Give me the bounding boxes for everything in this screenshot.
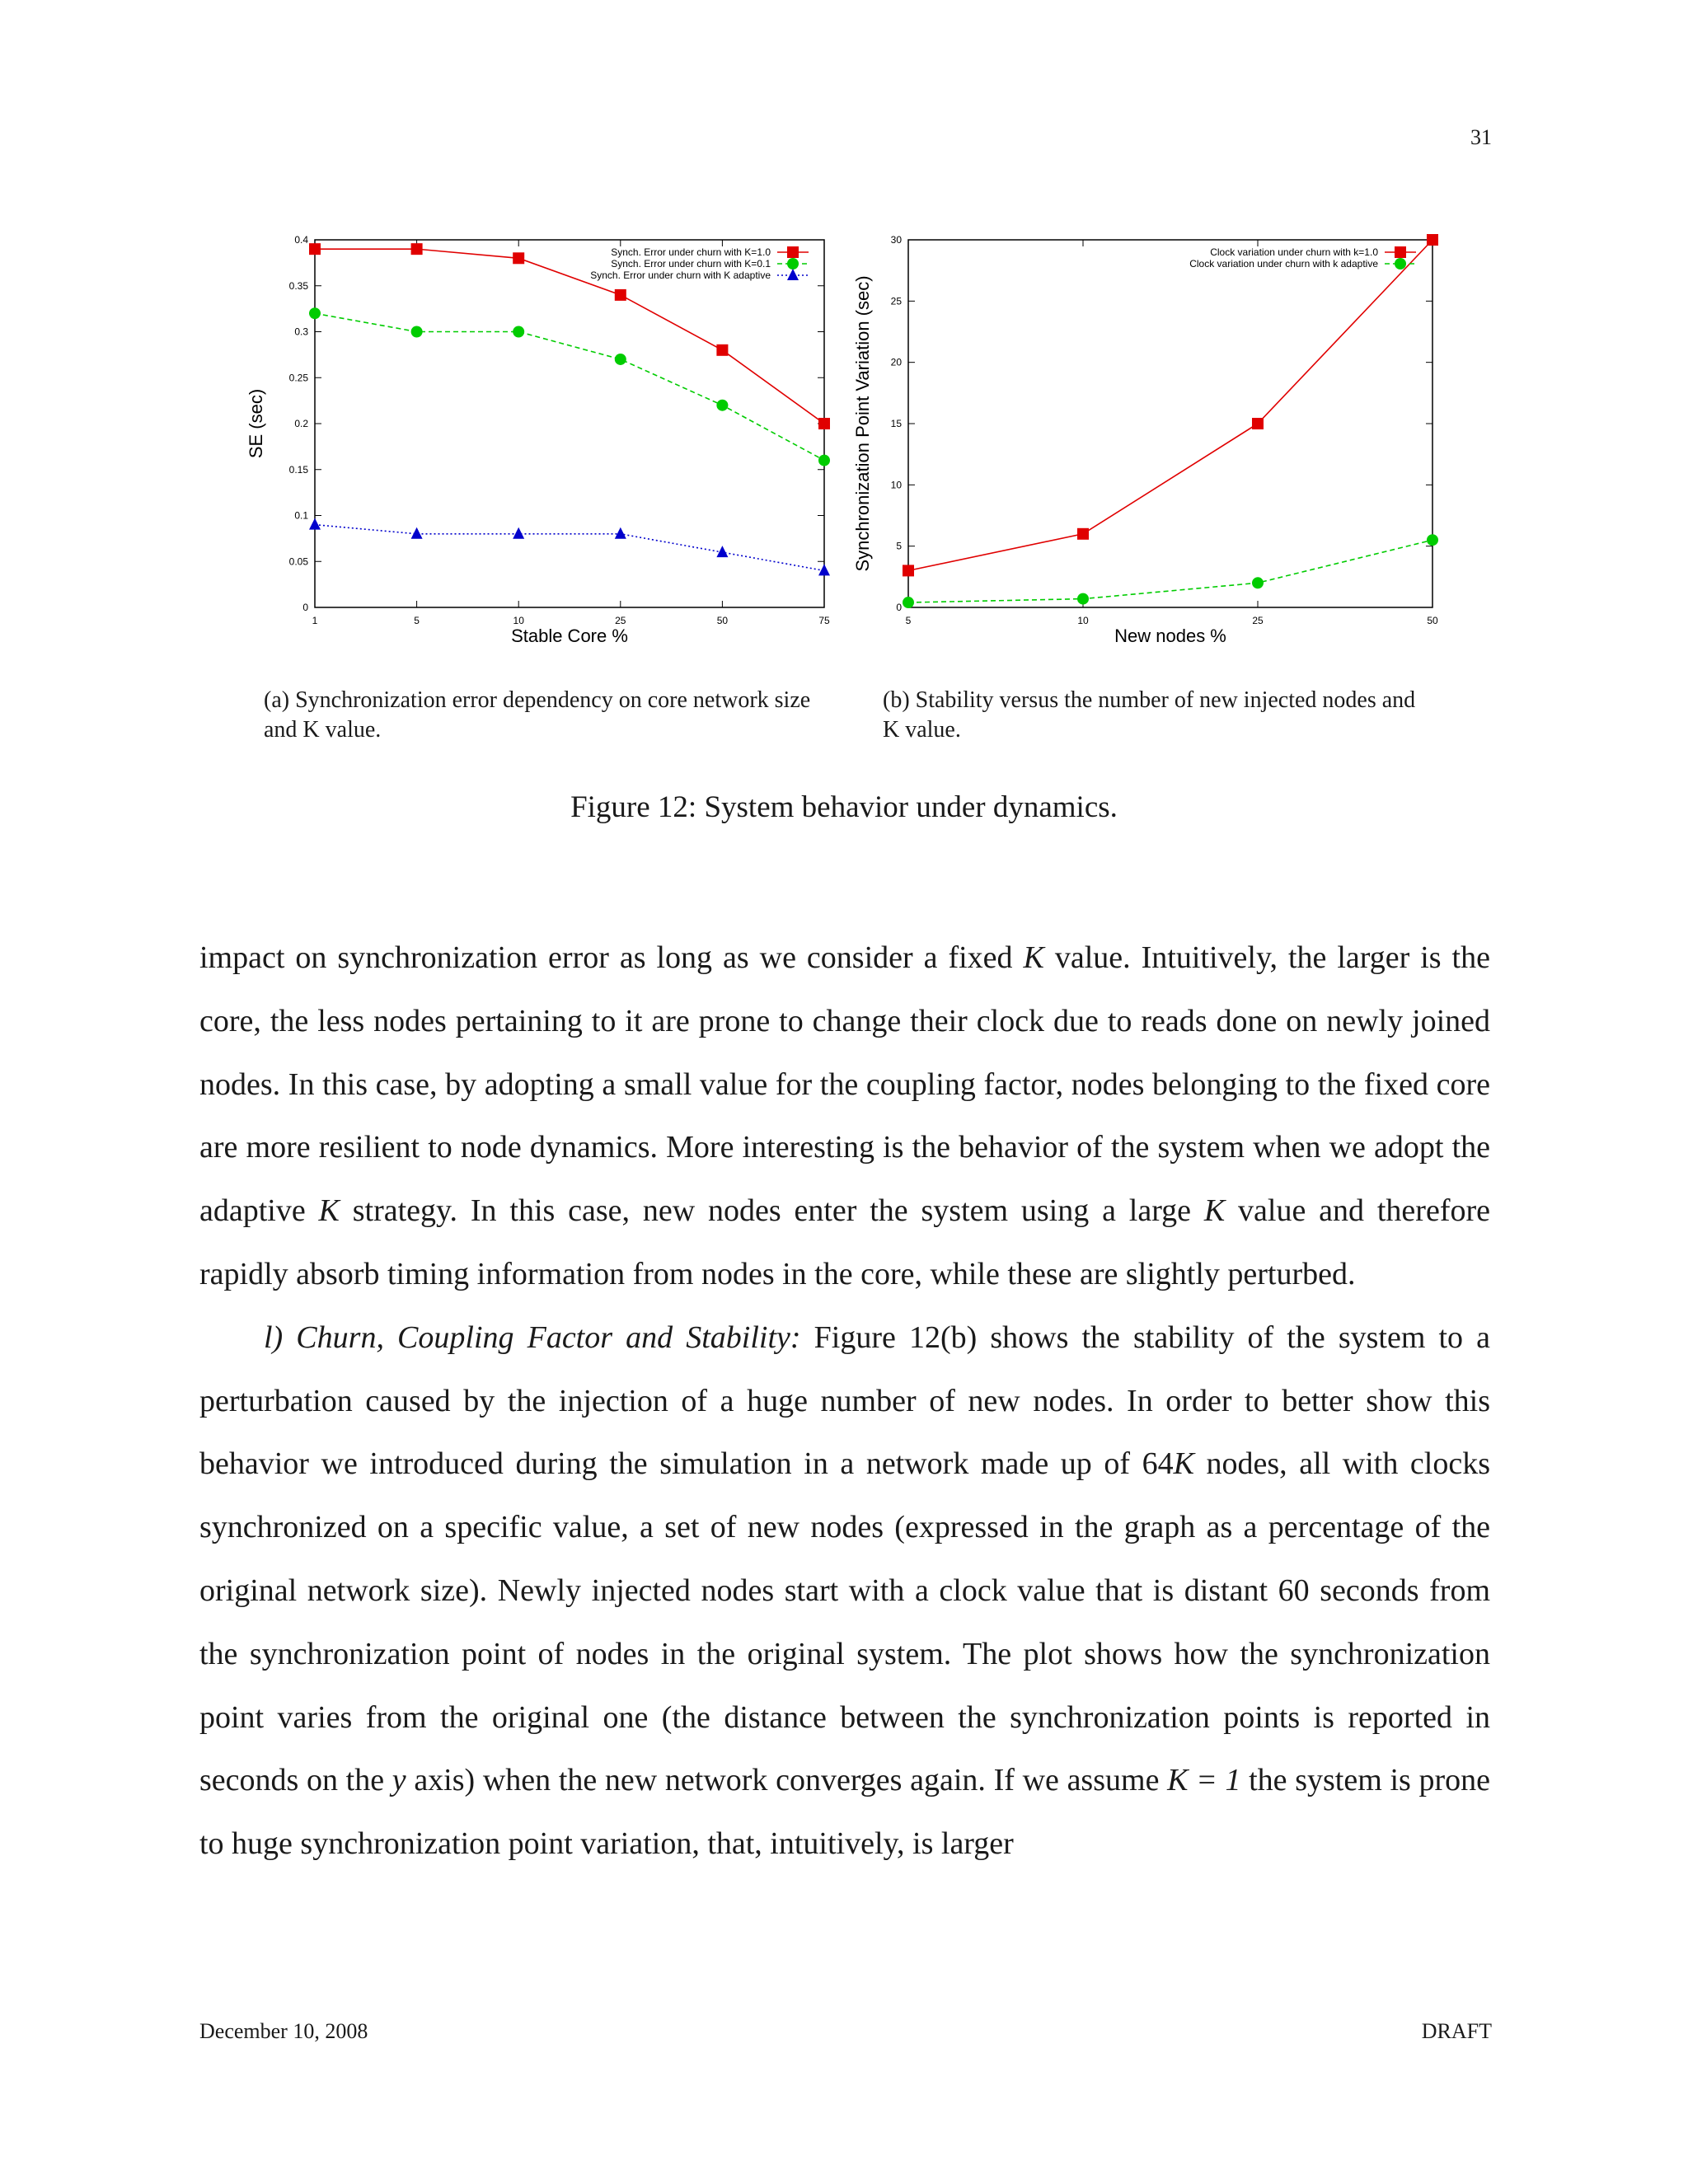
chart-a-series-0-point xyxy=(309,243,321,255)
chart-a-series-0-point xyxy=(615,289,626,301)
chart-a-series-2-point xyxy=(818,564,830,575)
chart-a-svg xyxy=(239,227,849,656)
chart-a-series-0-point xyxy=(818,418,830,429)
chart-a-series-1-point xyxy=(818,455,830,466)
chart-a-ytick-label: 0.15 xyxy=(288,463,308,476)
chart-b-ytick-label: 5 xyxy=(896,540,902,552)
page-number: 31 xyxy=(1470,125,1492,149)
chart-a-ytick-label: 0.2 xyxy=(294,418,308,429)
chart-b-series-0-point xyxy=(1252,418,1264,429)
chart-a-ytick-label: 0.05 xyxy=(288,555,308,568)
paragraph-1: impact on synchronization error as long as we consider a fixed K value. Intuitively, the larger is the core, the less nodes pertaining to it are prone to change their clock due to reads done on newly joined nodes. In this case, by adopting a small value for the coupling factor, nodes belonging to the fixed core are more resilient to node dynamics. More interesting is the behavior of the system when we adopt the adaptive K strategy. In this case, new nodes enter the system using a large K value and therefore rapidly absorb timing information from nodes in the core, while these are slightly perturbed. xyxy=(199,940,1490,1291)
chart-a-ytick-label: 0.1 xyxy=(294,509,308,522)
chart-a xyxy=(239,227,849,656)
chart-b-series-0-point xyxy=(1427,234,1438,246)
chart-b-xtick-label: 10 xyxy=(1077,615,1089,626)
chart-a-series-2-point xyxy=(309,518,321,530)
chart-a-legend-label: Synch. Error under churn with K=0.1 xyxy=(611,258,771,269)
chart-a-series-0-point xyxy=(716,344,728,356)
chart-a-xlabel: Stable Core % xyxy=(511,626,628,646)
chart-a-series-1-point xyxy=(513,326,524,338)
chart-b-series-1-point xyxy=(1252,577,1264,588)
chart-b-series-0-point xyxy=(903,565,914,576)
chart-a-series-0-point xyxy=(411,243,423,255)
chart-b-series-1-point xyxy=(903,597,914,608)
chart-a-series-2-line xyxy=(315,525,824,571)
chart-a-legend-marker xyxy=(787,258,799,269)
chart-b xyxy=(849,227,1451,656)
chart-b-xlabel: New nodes % xyxy=(1114,626,1226,646)
chart-a-xtick-label: 10 xyxy=(513,615,524,626)
chart-a-xtick-label: 25 xyxy=(615,615,626,626)
chart-a-xtick-label: 1 xyxy=(312,615,318,626)
chart-a-series-1-point xyxy=(309,307,321,319)
chart-a-xtick-label: 75 xyxy=(818,615,830,626)
chart-b-svg xyxy=(849,227,1451,656)
chart-b-ytick-label: 30 xyxy=(890,234,902,246)
chart-a-ytick-label: 0 xyxy=(302,602,308,613)
chart-a-series-0-point xyxy=(513,252,524,264)
chart-b-series-0-point xyxy=(1077,528,1089,540)
chart-b-ylabel: Synchronization Point Variation (sec) xyxy=(852,275,873,572)
chart-a-series-2-point xyxy=(411,527,423,539)
chart-a-series-1-point xyxy=(615,354,626,365)
chart-a-ylabel: SE (sec) xyxy=(246,388,266,459)
chart-a-series-1-point xyxy=(411,326,423,338)
chart-b-legend-marker xyxy=(1395,258,1406,269)
chart-b-legend-marker xyxy=(1395,246,1406,258)
chart-a-series-1-point xyxy=(716,400,728,411)
chart-a-plot-frame xyxy=(315,240,824,607)
chart-b-series-1-line xyxy=(908,540,1432,602)
chart-a-ytick-label: 0.3 xyxy=(294,326,308,338)
chart-b-ytick-label: 0 xyxy=(896,602,902,613)
paragraph-heading: l) Churn, Coupling Factor and Stability: xyxy=(264,1319,801,1355)
body-text xyxy=(199,926,1490,1876)
chart-a-series-2-point xyxy=(513,527,524,539)
footer-date: December 10, 2008 xyxy=(199,2019,368,2043)
chart-b-series-1-point xyxy=(1427,534,1438,546)
chart-b-ytick-label: 10 xyxy=(890,479,902,491)
chart-a-xtick-label: 5 xyxy=(414,615,420,626)
chart-a-legend-marker xyxy=(787,269,799,280)
chart-b-ytick-label: 20 xyxy=(890,356,902,368)
caption-b: (b) Stability versus the number of new injected nodes and K value. xyxy=(883,687,1416,743)
chart-b-series-0-line xyxy=(908,240,1432,570)
chart-b-plot-frame xyxy=(908,240,1432,607)
chart-a-ytick-label: 0.25 xyxy=(288,372,308,384)
chart-b-xtick-label: 25 xyxy=(1252,615,1264,626)
chart-b-legend-label: Clock variation under churn with k adaptive xyxy=(1189,258,1378,269)
chart-a-legend-label: Synch. Error under churn with K=1.0 xyxy=(611,246,771,258)
chart-a-legend-marker xyxy=(787,246,799,258)
paragraph-2: l) Churn, Coupling Factor and Stability: Figure 12(b) shows the stability of the system to a perturbation caused by the injection of a huge number of new nodes. In order to better show this behavior we introduced during the simulation in a network made up of 64K nodes, all with clocks synchronized on a specific value, a set of new nodes (expressed in the graph as a percentage of the original network size). Newly injected nodes start with a clock value that is distant 60 seconds from the synchronization point of nodes in the original system. The plot shows how the synchronization point varies from the original one (the distance between the synchronization points is reported in seconds on the y axis) when the new network converges again. If we assume K = 1 the system is prone to huge synchronization point variation, that, intuitively, is larger xyxy=(199,1319,1491,1862)
chart-b-xtick-label: 50 xyxy=(1427,615,1438,626)
chart-b-ytick-label: 25 xyxy=(890,295,902,307)
chart-a-legend-label: Synch. Error under churn with K adaptive xyxy=(590,269,771,281)
caption-a: (a) Synchronization error dependency on core network size and K value. xyxy=(264,687,811,743)
chart-b-series-1-point xyxy=(1077,593,1089,605)
figure-caption: Figure 12: System behavior under dynamics. xyxy=(570,790,1118,824)
chart-a-series-1-line xyxy=(315,313,824,460)
chart-b-legend-label: Clock variation under churn with k=1.0 xyxy=(1210,246,1378,258)
chart-a-series-2-point xyxy=(615,527,626,539)
chart-a-ytick-label: 0.4 xyxy=(294,234,308,246)
chart-a-xtick-label: 50 xyxy=(716,615,729,626)
footer-draft: DRAFT xyxy=(1421,2019,1492,2043)
chart-b-ytick-label: 15 xyxy=(890,418,902,429)
chart-b-xtick-label: 5 xyxy=(905,615,912,626)
chart-a-ytick-label: 0.35 xyxy=(288,279,308,292)
